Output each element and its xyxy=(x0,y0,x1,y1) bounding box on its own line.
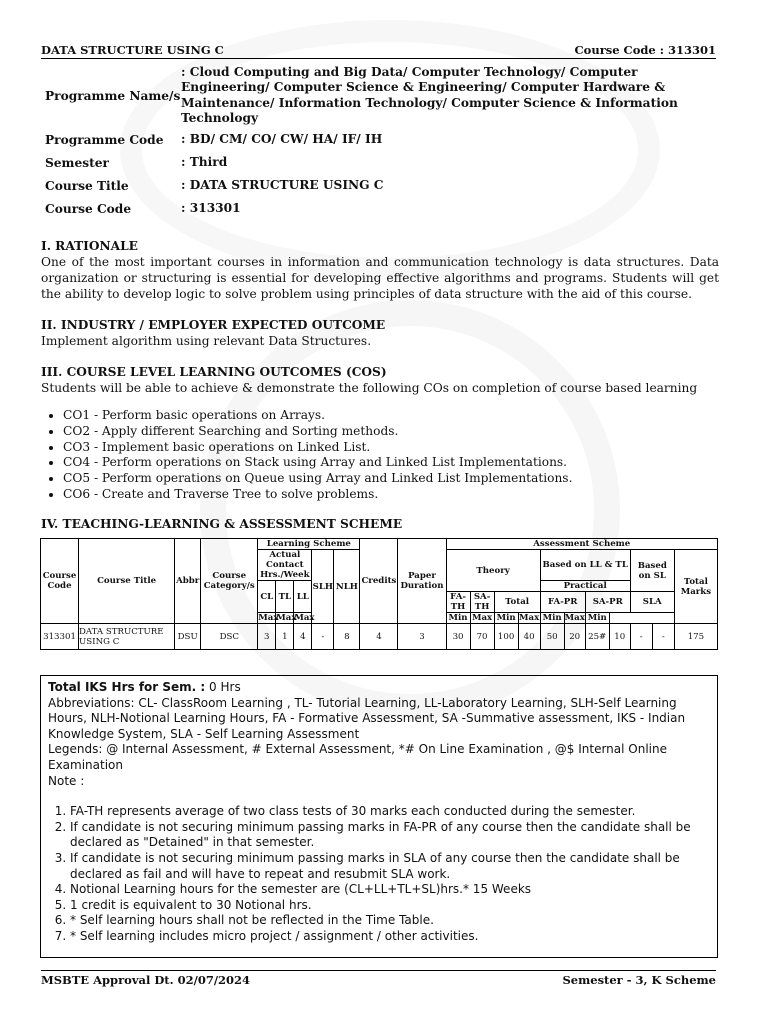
th-max: Max xyxy=(294,613,315,623)
note-label: Note : xyxy=(48,773,85,788)
info-row-course-code xyxy=(41,197,716,220)
info-value: : Cloud Computing and Big Data/ Computer Technology/ Computer Engineering/ Computer Science & Engineering/ Computer Hardware & Maintenance/ Information Technology/ Computer Science & Information Technology xyxy=(181,64,678,125)
th-total-marks: Total Marks xyxy=(674,550,717,624)
info-row-programme-name xyxy=(41,63,716,128)
th-fa-th: FA-TH xyxy=(446,592,470,613)
abbreviations-text: Abbreviations: CL- ClassRoom Learning , TL- Tutorial Learning, LL-Laboratory Learning, SLH-Self Learning Hours, NLH-Notional Learning Hours, FA - Formative Assessment, SA -Summative assessment, IKS - Indian Knowledge System, SLA - Self Learning Assessment xyxy=(48,695,686,741)
info-key: Programme Name/s xyxy=(45,88,181,103)
cell-ll: 4 xyxy=(294,624,312,650)
th-min: Min xyxy=(585,613,609,624)
th-sa-th: SA-TH xyxy=(470,592,494,613)
th-category: Course Category/s xyxy=(201,539,258,624)
list-item: • CO1 - Perform basic operations on Arrays. xyxy=(63,408,719,424)
th-max: Max xyxy=(471,613,493,623)
th-tl: TL xyxy=(276,581,294,613)
cell-total-marks: 175 xyxy=(674,624,717,650)
list-item: 2. If candidate is not securing minimum passing marks in FA-PR of any course then the candidate shall be declared as "Detained" in that semester. xyxy=(70,820,710,851)
info-row-semester xyxy=(41,151,716,174)
th-ll: LL xyxy=(294,581,312,613)
cell-paper-duration: 3 xyxy=(398,624,446,650)
section-title: III. COURSE LEVEL LEARNING OUTCOMES (COS) xyxy=(41,365,387,379)
page-header xyxy=(41,43,716,59)
cell-sla-max: - xyxy=(630,624,652,650)
info-row-course-title xyxy=(41,174,716,197)
list-item: 6. * Self learning hours shall not be reflected in the Time Table. xyxy=(70,913,710,929)
info-key: Programme Code xyxy=(45,132,164,147)
course-info xyxy=(41,63,716,220)
section-title: I. RATIONALE xyxy=(41,239,138,253)
cell-fa-pr-min: 20 xyxy=(564,624,585,650)
info-value: : DATA STRUCTURE USING C xyxy=(181,177,384,192)
cell-sa-th-max: 70 xyxy=(470,624,494,650)
header-title: DATA STRUCTURE USING C xyxy=(41,43,224,57)
notes-box xyxy=(40,675,718,958)
info-value: : Third xyxy=(181,154,228,169)
info-value: : BD/ CM/ CO/ CW/ HA/ IF/ IH xyxy=(181,131,383,146)
footer-semester: Semester - 3, K Scheme xyxy=(562,973,716,987)
th-nlh: NLH xyxy=(334,550,360,624)
th-abbr: Abbr xyxy=(175,539,201,624)
list-item: 5. 1 credit is equivalent to 30 Notional hrs. xyxy=(70,898,710,914)
th-cl: CL xyxy=(258,581,276,613)
list-item: 1. FA-TH represents average of two class tests of 30 marks each conducted during the semester. xyxy=(70,804,710,820)
th-paper-duration: Paper Duration xyxy=(398,539,446,624)
th-based-ll-tl: Based on LL & TL xyxy=(540,550,630,581)
cell-abbr: DSU xyxy=(175,624,201,650)
th-theory: Theory xyxy=(446,550,540,592)
iks-value: 0 Hrs xyxy=(209,680,241,694)
cell-cl: 3 xyxy=(258,624,276,650)
th-course-title: Course Title xyxy=(79,539,175,624)
outcome-text: Implement algorithm using relevant Data Structures. xyxy=(41,334,372,348)
info-value: : 313301 xyxy=(181,200,241,215)
list-item: 7. * Self learning includes micro project / assignment / other activities. xyxy=(70,929,710,945)
cell-sa-pr-max: 25# xyxy=(585,624,609,650)
cell-tl: 1 xyxy=(276,624,294,650)
th-min: Min xyxy=(540,613,564,624)
th-sa-pr: SA-PR xyxy=(585,592,630,613)
iks-label: Total IKS Hrs for Sem. : xyxy=(48,680,206,694)
th-total: Total xyxy=(494,592,540,613)
th-learning-scheme: Learning Scheme xyxy=(258,539,360,550)
section-rationale xyxy=(41,238,719,302)
cell-course-title: DATA STRUCTURE USING C xyxy=(79,624,175,650)
th-fa-pr: FA-PR xyxy=(540,592,585,613)
section-scheme xyxy=(41,516,719,532)
th-max: Max xyxy=(276,613,297,623)
section-title: II. INDUSTRY / EMPLOYER EXPECTED OUTCOME xyxy=(41,318,386,332)
th-sla: SLA xyxy=(630,592,674,613)
list-item: • CO4 - Perform operations on Stack using Array and Linked List Implementations. xyxy=(63,455,719,471)
cell-fa-pr-max: 50 xyxy=(540,624,564,650)
th-max: Max xyxy=(519,613,540,623)
th-slh: SLH xyxy=(312,550,334,624)
section-title: IV. TEACHING-LEARNING & ASSESSMENT SCHEME xyxy=(41,517,403,531)
cell-category: DSC xyxy=(201,624,258,650)
legends-text: Legends: @ Internal Assessment, # External Assessment, *# On Line Examination , @$ Internal Online Examination xyxy=(48,742,667,772)
list-item: • CO5 - Perform operations on Queue using Array and Linked List Implementations. xyxy=(63,471,719,487)
list-item: • CO3 - Implement basic operations on Linked List. xyxy=(63,440,719,456)
info-key: Semester xyxy=(45,155,109,170)
th-max: Max xyxy=(258,613,279,623)
cell-nlh: 8 xyxy=(334,624,360,650)
cell-fa-th-max: 30 xyxy=(446,624,470,650)
rationale-text: One of the most important courses in information and communication technology is data structures. Data organization or structuring is essential for developing effective algorithms and programs. Students will get the ability to develop logic to solve problem using principles of data structure with the aid of this course. xyxy=(41,255,719,301)
cell-total-min: 40 xyxy=(518,624,540,650)
th-min: Min xyxy=(446,613,470,624)
notes-list xyxy=(70,804,710,944)
list-item: 3. If candidate is not securing minimum passing marks in SLA of any course then the candidate shall be declared as fail and will have to repeat and resubmit SLA work. xyxy=(70,851,710,882)
cell-sa-pr-min: 10 xyxy=(609,624,630,650)
cell-slh: - xyxy=(312,624,334,650)
table-row xyxy=(41,624,718,650)
section-cos xyxy=(41,364,719,503)
info-row-programme-code xyxy=(41,128,716,151)
cell-total-max: 100 xyxy=(494,624,518,650)
scheme-table xyxy=(40,538,718,650)
info-key: Course Title xyxy=(45,178,129,193)
info-key: Course Code xyxy=(45,201,132,216)
th-credits: Credits xyxy=(360,539,398,624)
th-course-code: Course Code xyxy=(41,539,79,624)
cos-intro: Students will be able to achieve & demonstrate the following COs on completion of course based learning xyxy=(41,381,698,395)
th-based-sl: Based on SL xyxy=(630,550,674,592)
th-actual-contact: Actual Contact Hrs./Week xyxy=(258,550,312,581)
cos-list xyxy=(63,408,719,503)
section-outcome xyxy=(41,317,719,349)
th-practical: Practical xyxy=(540,581,630,592)
th-min: Min xyxy=(494,613,518,624)
header-course-code: Course Code : 313301 xyxy=(574,43,716,57)
list-item: 4. Notional Learning hours for the semester are (CL+LL+TL+SL)hrs.* 15 Weeks xyxy=(70,882,710,898)
watermark-seal xyxy=(200,300,620,720)
cell-course-code: 313301 xyxy=(41,624,79,650)
cell-credits: 4 xyxy=(360,624,398,650)
cell-sla-min: - xyxy=(652,624,674,650)
footer-approval: MSBTE Approval Dt. 02/07/2024 xyxy=(41,973,251,987)
list-item: • CO2 - Apply different Searching and Sorting methods. xyxy=(63,424,719,440)
iks-line xyxy=(48,680,710,696)
th-assessment-scheme: Assessment Scheme xyxy=(446,539,717,550)
page-footer xyxy=(41,970,716,987)
th-max: Max xyxy=(564,613,585,623)
list-item: • CO6 - Create and Traverse Tree to solve problems. xyxy=(63,487,719,503)
